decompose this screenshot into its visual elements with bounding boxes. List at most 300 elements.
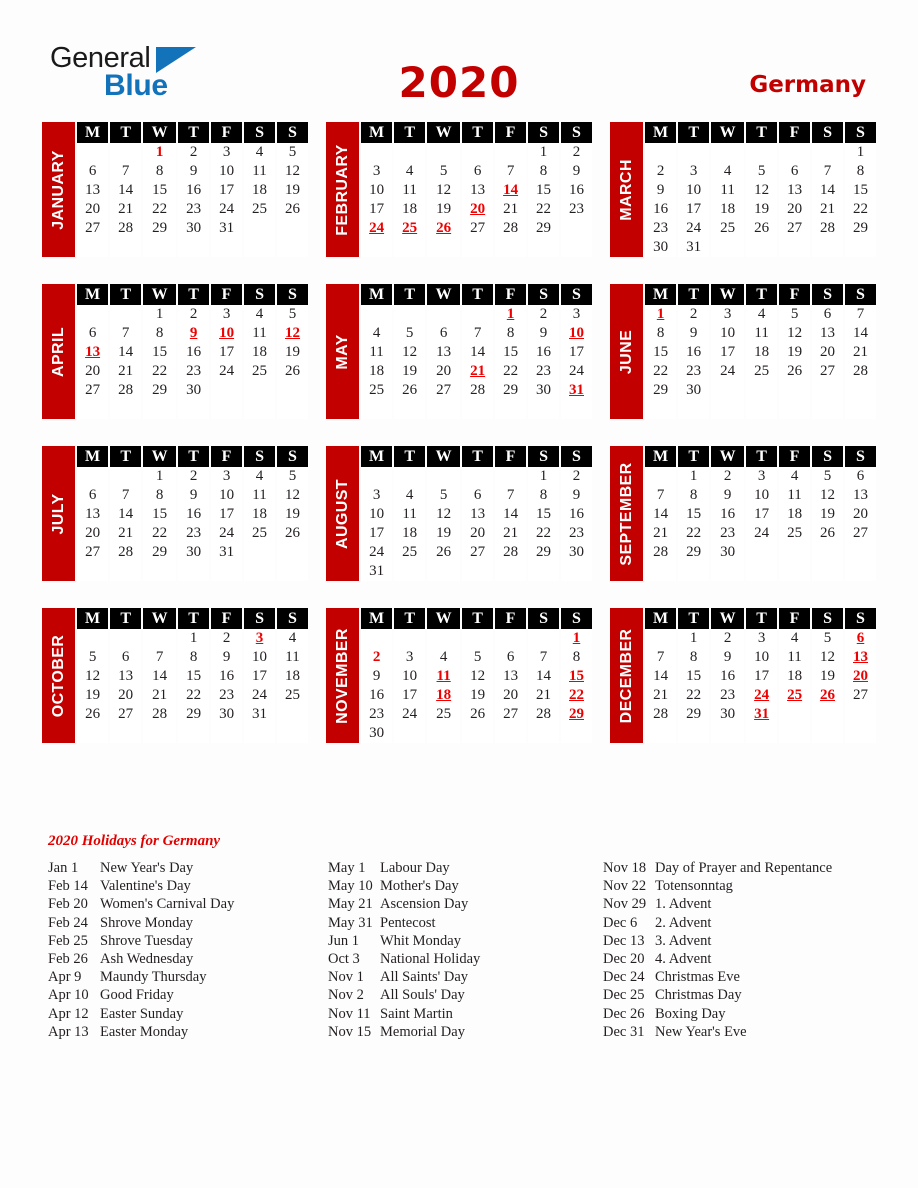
day-cell-november-18[interactable]: 18 xyxy=(427,686,460,705)
day-cell-october-31[interactable]: 31 xyxy=(244,705,275,724)
day-cell-march-23[interactable]: 23 xyxy=(645,219,676,238)
day-cell-august-29[interactable]: 29 xyxy=(528,543,559,562)
day-cell-june-18[interactable]: 18 xyxy=(746,343,777,362)
day-cell-january-1[interactable]: 1 xyxy=(143,143,176,162)
day-cell-january-11[interactable]: 11 xyxy=(244,162,275,181)
day-cell-december-6[interactable]: 6 xyxy=(845,629,876,648)
day-cell-october-22[interactable]: 22 xyxy=(178,686,209,705)
day-cell-october-14[interactable]: 14 xyxy=(143,667,176,686)
day-cell-december-25[interactable]: 25 xyxy=(779,686,810,705)
day-cell-august-23[interactable]: 23 xyxy=(561,524,592,543)
day-cell-august-15[interactable]: 15 xyxy=(528,505,559,524)
day-cell-august-25[interactable]: 25 xyxy=(394,543,425,562)
day-cell-march-28[interactable]: 28 xyxy=(812,219,843,238)
day-cell-may-17[interactable]: 17 xyxy=(561,343,592,362)
day-cell-march-13[interactable]: 13 xyxy=(779,181,810,200)
day-cell-july-19[interactable]: 19 xyxy=(277,505,308,524)
day-cell-april-7[interactable]: 7 xyxy=(110,324,141,343)
day-cell-june-28[interactable]: 28 xyxy=(845,362,876,381)
day-cell-february-20[interactable]: 20 xyxy=(462,200,493,219)
day-cell-may-20[interactable]: 20 xyxy=(427,362,460,381)
day-cell-june-2[interactable]: 2 xyxy=(678,305,709,324)
day-cell-february-27[interactable]: 27 xyxy=(462,219,493,238)
day-cell-february-25[interactable]: 25 xyxy=(394,219,425,238)
day-cell-february-22[interactable]: 22 xyxy=(528,200,559,219)
day-cell-december-1[interactable]: 1 xyxy=(678,629,709,648)
day-cell-november-27[interactable]: 27 xyxy=(495,705,526,724)
day-cell-february-16[interactable]: 16 xyxy=(561,181,592,200)
day-cell-june-15[interactable]: 15 xyxy=(645,343,676,362)
day-cell-february-28[interactable]: 28 xyxy=(495,219,526,238)
day-cell-august-27[interactable]: 27 xyxy=(462,543,493,562)
day-cell-april-5[interactable]: 5 xyxy=(277,305,308,324)
day-cell-march-11[interactable]: 11 xyxy=(711,181,744,200)
day-cell-november-23[interactable]: 23 xyxy=(361,705,392,724)
day-cell-august-14[interactable]: 14 xyxy=(495,505,526,524)
day-cell-august-18[interactable]: 18 xyxy=(394,524,425,543)
day-cell-november-21[interactable]: 21 xyxy=(528,686,559,705)
day-cell-september-10[interactable]: 10 xyxy=(746,486,777,505)
day-cell-october-26[interactable]: 26 xyxy=(77,705,108,724)
day-cell-march-15[interactable]: 15 xyxy=(845,181,876,200)
day-cell-june-27[interactable]: 27 xyxy=(812,362,843,381)
day-cell-march-24[interactable]: 24 xyxy=(678,219,709,238)
day-cell-june-12[interactable]: 12 xyxy=(779,324,810,343)
day-cell-may-16[interactable]: 16 xyxy=(528,343,559,362)
day-cell-february-3[interactable]: 3 xyxy=(361,162,392,181)
day-cell-september-2[interactable]: 2 xyxy=(711,467,744,486)
day-cell-january-9[interactable]: 9 xyxy=(178,162,209,181)
day-cell-august-28[interactable]: 28 xyxy=(495,543,526,562)
day-cell-april-10[interactable]: 10 xyxy=(211,324,242,343)
day-cell-november-6[interactable]: 6 xyxy=(495,648,526,667)
day-cell-april-20[interactable]: 20 xyxy=(77,362,108,381)
day-cell-november-29[interactable]: 29 xyxy=(561,705,592,724)
day-cell-march-27[interactable]: 27 xyxy=(779,219,810,238)
day-cell-november-14[interactable]: 14 xyxy=(528,667,559,686)
day-cell-february-21[interactable]: 21 xyxy=(495,200,526,219)
day-cell-october-17[interactable]: 17 xyxy=(244,667,275,686)
day-cell-march-3[interactable]: 3 xyxy=(678,162,709,181)
day-cell-july-14[interactable]: 14 xyxy=(110,505,141,524)
day-cell-october-1[interactable]: 1 xyxy=(178,629,209,648)
day-cell-february-6[interactable]: 6 xyxy=(462,162,493,181)
day-cell-august-21[interactable]: 21 xyxy=(495,524,526,543)
day-cell-may-18[interactable]: 18 xyxy=(361,362,392,381)
day-cell-september-5[interactable]: 5 xyxy=(812,467,843,486)
day-cell-may-12[interactable]: 12 xyxy=(394,343,425,362)
day-cell-january-22[interactable]: 22 xyxy=(143,200,176,219)
day-cell-may-15[interactable]: 15 xyxy=(495,343,526,362)
day-cell-september-22[interactable]: 22 xyxy=(678,524,709,543)
day-cell-january-24[interactable]: 24 xyxy=(211,200,242,219)
day-cell-may-22[interactable]: 22 xyxy=(495,362,526,381)
day-cell-january-31[interactable]: 31 xyxy=(211,219,242,238)
day-cell-april-13[interactable]: 13 xyxy=(77,343,108,362)
day-cell-february-7[interactable]: 7 xyxy=(495,162,526,181)
day-cell-july-7[interactable]: 7 xyxy=(110,486,141,505)
day-cell-december-7[interactable]: 7 xyxy=(645,648,676,667)
day-cell-march-30[interactable]: 30 xyxy=(645,238,676,257)
day-cell-march-10[interactable]: 10 xyxy=(678,181,709,200)
day-cell-april-14[interactable]: 14 xyxy=(110,343,141,362)
day-cell-october-19[interactable]: 19 xyxy=(77,686,108,705)
day-cell-june-3[interactable]: 3 xyxy=(711,305,744,324)
day-cell-september-26[interactable]: 26 xyxy=(812,524,843,543)
day-cell-july-16[interactable]: 16 xyxy=(178,505,209,524)
day-cell-april-1[interactable]: 1 xyxy=(143,305,176,324)
day-cell-november-25[interactable]: 25 xyxy=(427,705,460,724)
day-cell-august-19[interactable]: 19 xyxy=(427,524,460,543)
day-cell-august-2[interactable]: 2 xyxy=(561,467,592,486)
day-cell-october-3[interactable]: 3 xyxy=(244,629,275,648)
day-cell-november-2[interactable]: 2 xyxy=(361,648,392,667)
day-cell-april-24[interactable]: 24 xyxy=(211,362,242,381)
day-cell-may-11[interactable]: 11 xyxy=(361,343,392,362)
day-cell-april-21[interactable]: 21 xyxy=(110,362,141,381)
day-cell-january-18[interactable]: 18 xyxy=(244,181,275,200)
day-cell-april-2[interactable]: 2 xyxy=(178,305,209,324)
day-cell-august-3[interactable]: 3 xyxy=(361,486,392,505)
day-cell-april-11[interactable]: 11 xyxy=(244,324,275,343)
day-cell-march-4[interactable]: 4 xyxy=(711,162,744,181)
day-cell-september-15[interactable]: 15 xyxy=(678,505,709,524)
day-cell-march-12[interactable]: 12 xyxy=(746,181,777,200)
day-cell-april-23[interactable]: 23 xyxy=(178,362,209,381)
day-cell-april-27[interactable]: 27 xyxy=(77,381,108,400)
day-cell-january-6[interactable]: 6 xyxy=(77,162,108,181)
day-cell-september-13[interactable]: 13 xyxy=(845,486,876,505)
day-cell-march-14[interactable]: 14 xyxy=(812,181,843,200)
day-cell-november-22[interactable]: 22 xyxy=(561,686,592,705)
day-cell-february-26[interactable]: 26 xyxy=(427,219,460,238)
day-cell-january-2[interactable]: 2 xyxy=(178,143,209,162)
day-cell-june-26[interactable]: 26 xyxy=(779,362,810,381)
day-cell-february-24[interactable]: 24 xyxy=(361,219,392,238)
day-cell-february-19[interactable]: 19 xyxy=(427,200,460,219)
day-cell-march-6[interactable]: 6 xyxy=(779,162,810,181)
day-cell-october-27[interactable]: 27 xyxy=(110,705,141,724)
day-cell-september-9[interactable]: 9 xyxy=(711,486,744,505)
day-cell-december-29[interactable]: 29 xyxy=(678,705,709,724)
day-cell-july-1[interactable]: 1 xyxy=(143,467,176,486)
day-cell-february-29[interactable]: 29 xyxy=(528,219,559,238)
day-cell-january-8[interactable]: 8 xyxy=(143,162,176,181)
day-cell-june-5[interactable]: 5 xyxy=(779,305,810,324)
day-cell-september-3[interactable]: 3 xyxy=(746,467,777,486)
day-cell-august-16[interactable]: 16 xyxy=(561,505,592,524)
day-cell-june-21[interactable]: 21 xyxy=(845,343,876,362)
day-cell-may-25[interactable]: 25 xyxy=(361,381,392,400)
day-cell-october-4[interactable]: 4 xyxy=(277,629,308,648)
day-cell-may-5[interactable]: 5 xyxy=(394,324,425,343)
day-cell-august-24[interactable]: 24 xyxy=(361,543,392,562)
day-cell-july-17[interactable]: 17 xyxy=(211,505,242,524)
day-cell-may-29[interactable]: 29 xyxy=(495,381,526,400)
day-cell-may-24[interactable]: 24 xyxy=(561,362,592,381)
day-cell-september-24[interactable]: 24 xyxy=(746,524,777,543)
day-cell-august-9[interactable]: 9 xyxy=(561,486,592,505)
day-cell-april-30[interactable]: 30 xyxy=(178,381,209,400)
day-cell-july-12[interactable]: 12 xyxy=(277,486,308,505)
day-cell-september-23[interactable]: 23 xyxy=(711,524,744,543)
day-cell-june-6[interactable]: 6 xyxy=(812,305,843,324)
day-cell-march-25[interactable]: 25 xyxy=(711,219,744,238)
day-cell-february-5[interactable]: 5 xyxy=(427,162,460,181)
day-cell-december-14[interactable]: 14 xyxy=(645,667,676,686)
day-cell-january-19[interactable]: 19 xyxy=(277,181,308,200)
day-cell-november-20[interactable]: 20 xyxy=(495,686,526,705)
day-cell-august-6[interactable]: 6 xyxy=(462,486,493,505)
day-cell-march-19[interactable]: 19 xyxy=(746,200,777,219)
day-cell-september-4[interactable]: 4 xyxy=(779,467,810,486)
day-cell-march-29[interactable]: 29 xyxy=(845,219,876,238)
day-cell-october-30[interactable]: 30 xyxy=(211,705,242,724)
day-cell-june-29[interactable]: 29 xyxy=(645,381,676,400)
day-cell-january-28[interactable]: 28 xyxy=(110,219,141,238)
day-cell-december-9[interactable]: 9 xyxy=(711,648,744,667)
day-cell-february-13[interactable]: 13 xyxy=(462,181,493,200)
day-cell-april-12[interactable]: 12 xyxy=(277,324,308,343)
day-cell-november-4[interactable]: 4 xyxy=(427,648,460,667)
day-cell-september-25[interactable]: 25 xyxy=(779,524,810,543)
day-cell-may-31[interactable]: 31 xyxy=(561,381,592,400)
day-cell-january-25[interactable]: 25 xyxy=(244,200,275,219)
day-cell-june-14[interactable]: 14 xyxy=(845,324,876,343)
day-cell-january-15[interactable]: 15 xyxy=(143,181,176,200)
day-cell-july-21[interactable]: 21 xyxy=(110,524,141,543)
day-cell-october-7[interactable]: 7 xyxy=(143,648,176,667)
day-cell-february-4[interactable]: 4 xyxy=(394,162,425,181)
day-cell-may-1[interactable]: 1 xyxy=(495,305,526,324)
day-cell-january-14[interactable]: 14 xyxy=(110,181,141,200)
day-cell-january-5[interactable]: 5 xyxy=(277,143,308,162)
day-cell-march-31[interactable]: 31 xyxy=(678,238,709,257)
day-cell-march-22[interactable]: 22 xyxy=(845,200,876,219)
day-cell-july-23[interactable]: 23 xyxy=(178,524,209,543)
day-cell-november-7[interactable]: 7 xyxy=(528,648,559,667)
day-cell-april-26[interactable]: 26 xyxy=(277,362,308,381)
day-cell-august-20[interactable]: 20 xyxy=(462,524,493,543)
day-cell-july-9[interactable]: 9 xyxy=(178,486,209,505)
day-cell-january-29[interactable]: 29 xyxy=(143,219,176,238)
day-cell-december-28[interactable]: 28 xyxy=(645,705,676,724)
day-cell-october-28[interactable]: 28 xyxy=(143,705,176,724)
day-cell-april-22[interactable]: 22 xyxy=(143,362,176,381)
day-cell-may-4[interactable]: 4 xyxy=(361,324,392,343)
day-cell-june-16[interactable]: 16 xyxy=(678,343,709,362)
day-cell-december-18[interactable]: 18 xyxy=(779,667,810,686)
day-cell-may-27[interactable]: 27 xyxy=(427,381,460,400)
day-cell-october-20[interactable]: 20 xyxy=(110,686,141,705)
day-cell-november-28[interactable]: 28 xyxy=(528,705,559,724)
day-cell-december-13[interactable]: 13 xyxy=(845,648,876,667)
day-cell-november-19[interactable]: 19 xyxy=(462,686,493,705)
day-cell-january-4[interactable]: 4 xyxy=(244,143,275,162)
day-cell-december-22[interactable]: 22 xyxy=(678,686,709,705)
day-cell-july-6[interactable]: 6 xyxy=(77,486,108,505)
day-cell-june-13[interactable]: 13 xyxy=(812,324,843,343)
day-cell-june-20[interactable]: 20 xyxy=(812,343,843,362)
day-cell-august-1[interactable]: 1 xyxy=(528,467,559,486)
day-cell-november-16[interactable]: 16 xyxy=(361,686,392,705)
day-cell-march-17[interactable]: 17 xyxy=(678,200,709,219)
day-cell-february-18[interactable]: 18 xyxy=(394,200,425,219)
day-cell-november-30[interactable]: 30 xyxy=(361,724,392,743)
day-cell-august-7[interactable]: 7 xyxy=(495,486,526,505)
day-cell-february-9[interactable]: 9 xyxy=(561,162,592,181)
day-cell-november-17[interactable]: 17 xyxy=(394,686,425,705)
day-cell-december-19[interactable]: 19 xyxy=(812,667,843,686)
day-cell-august-8[interactable]: 8 xyxy=(528,486,559,505)
day-cell-february-8[interactable]: 8 xyxy=(528,162,559,181)
day-cell-january-16[interactable]: 16 xyxy=(178,181,209,200)
day-cell-march-18[interactable]: 18 xyxy=(711,200,744,219)
day-cell-august-17[interactable]: 17 xyxy=(361,524,392,543)
day-cell-august-5[interactable]: 5 xyxy=(427,486,460,505)
day-cell-june-8[interactable]: 8 xyxy=(645,324,676,343)
day-cell-september-17[interactable]: 17 xyxy=(746,505,777,524)
day-cell-november-8[interactable]: 8 xyxy=(561,648,592,667)
day-cell-february-1[interactable]: 1 xyxy=(528,143,559,162)
day-cell-may-21[interactable]: 21 xyxy=(462,362,493,381)
day-cell-april-9[interactable]: 9 xyxy=(178,324,209,343)
day-cell-october-13[interactable]: 13 xyxy=(110,667,141,686)
day-cell-september-29[interactable]: 29 xyxy=(678,543,709,562)
day-cell-june-10[interactable]: 10 xyxy=(711,324,744,343)
day-cell-november-15[interactable]: 15 xyxy=(561,667,592,686)
day-cell-august-30[interactable]: 30 xyxy=(561,543,592,562)
day-cell-june-24[interactable]: 24 xyxy=(711,362,744,381)
day-cell-september-27[interactable]: 27 xyxy=(845,524,876,543)
day-cell-november-3[interactable]: 3 xyxy=(394,648,425,667)
day-cell-october-6[interactable]: 6 xyxy=(110,648,141,667)
day-cell-july-22[interactable]: 22 xyxy=(143,524,176,543)
day-cell-may-10[interactable]: 10 xyxy=(561,324,592,343)
day-cell-august-11[interactable]: 11 xyxy=(394,505,425,524)
day-cell-february-23[interactable]: 23 xyxy=(561,200,592,219)
day-cell-november-24[interactable]: 24 xyxy=(394,705,425,724)
day-cell-january-26[interactable]: 26 xyxy=(277,200,308,219)
day-cell-july-20[interactable]: 20 xyxy=(77,524,108,543)
day-cell-july-4[interactable]: 4 xyxy=(244,467,275,486)
day-cell-september-7[interactable]: 7 xyxy=(645,486,676,505)
day-cell-march-20[interactable]: 20 xyxy=(779,200,810,219)
day-cell-march-8[interactable]: 8 xyxy=(845,162,876,181)
day-cell-january-17[interactable]: 17 xyxy=(211,181,242,200)
day-cell-august-22[interactable]: 22 xyxy=(528,524,559,543)
day-cell-may-19[interactable]: 19 xyxy=(394,362,425,381)
day-cell-january-7[interactable]: 7 xyxy=(110,162,141,181)
day-cell-november-9[interactable]: 9 xyxy=(361,667,392,686)
day-cell-july-27[interactable]: 27 xyxy=(77,543,108,562)
day-cell-february-11[interactable]: 11 xyxy=(394,181,425,200)
day-cell-august-10[interactable]: 10 xyxy=(361,505,392,524)
day-cell-april-15[interactable]: 15 xyxy=(143,343,176,362)
day-cell-july-28[interactable]: 28 xyxy=(110,543,141,562)
day-cell-december-16[interactable]: 16 xyxy=(711,667,744,686)
day-cell-april-17[interactable]: 17 xyxy=(211,343,242,362)
day-cell-december-27[interactable]: 27 xyxy=(845,686,876,705)
day-cell-october-21[interactable]: 21 xyxy=(143,686,176,705)
day-cell-november-13[interactable]: 13 xyxy=(495,667,526,686)
day-cell-september-19[interactable]: 19 xyxy=(812,505,843,524)
day-cell-december-3[interactable]: 3 xyxy=(746,629,777,648)
day-cell-october-10[interactable]: 10 xyxy=(244,648,275,667)
day-cell-september-1[interactable]: 1 xyxy=(678,467,709,486)
day-cell-july-13[interactable]: 13 xyxy=(77,505,108,524)
day-cell-december-11[interactable]: 11 xyxy=(779,648,810,667)
day-cell-august-26[interactable]: 26 xyxy=(427,543,460,562)
day-cell-july-26[interactable]: 26 xyxy=(277,524,308,543)
day-cell-june-7[interactable]: 7 xyxy=(845,305,876,324)
day-cell-march-9[interactable]: 9 xyxy=(645,181,676,200)
day-cell-may-7[interactable]: 7 xyxy=(462,324,493,343)
day-cell-april-6[interactable]: 6 xyxy=(77,324,108,343)
day-cell-july-24[interactable]: 24 xyxy=(211,524,242,543)
day-cell-september-30[interactable]: 30 xyxy=(711,543,744,562)
day-cell-february-14[interactable]: 14 xyxy=(495,181,526,200)
day-cell-june-17[interactable]: 17 xyxy=(711,343,744,362)
day-cell-october-23[interactable]: 23 xyxy=(211,686,242,705)
day-cell-october-25[interactable]: 25 xyxy=(277,686,308,705)
day-cell-april-16[interactable]: 16 xyxy=(178,343,209,362)
day-cell-june-30[interactable]: 30 xyxy=(678,381,709,400)
day-cell-february-17[interactable]: 17 xyxy=(361,200,392,219)
day-cell-january-10[interactable]: 10 xyxy=(211,162,242,181)
day-cell-september-14[interactable]: 14 xyxy=(645,505,676,524)
day-cell-december-2[interactable]: 2 xyxy=(711,629,744,648)
day-cell-july-18[interactable]: 18 xyxy=(244,505,275,524)
day-cell-september-12[interactable]: 12 xyxy=(812,486,843,505)
day-cell-june-23[interactable]: 23 xyxy=(678,362,709,381)
day-cell-march-1[interactable]: 1 xyxy=(845,143,876,162)
day-cell-april-3[interactable]: 3 xyxy=(211,305,242,324)
day-cell-march-2[interactable]: 2 xyxy=(645,162,676,181)
day-cell-january-21[interactable]: 21 xyxy=(110,200,141,219)
day-cell-july-2[interactable]: 2 xyxy=(178,467,209,486)
day-cell-october-24[interactable]: 24 xyxy=(244,686,275,705)
day-cell-january-27[interactable]: 27 xyxy=(77,219,108,238)
day-cell-march-16[interactable]: 16 xyxy=(645,200,676,219)
day-cell-january-30[interactable]: 30 xyxy=(178,219,209,238)
day-cell-december-5[interactable]: 5 xyxy=(812,629,843,648)
day-cell-may-30[interactable]: 30 xyxy=(528,381,559,400)
day-cell-december-26[interactable]: 26 xyxy=(812,686,843,705)
day-cell-july-29[interactable]: 29 xyxy=(143,543,176,562)
day-cell-october-15[interactable]: 15 xyxy=(178,667,209,686)
day-cell-april-25[interactable]: 25 xyxy=(244,362,275,381)
day-cell-september-20[interactable]: 20 xyxy=(845,505,876,524)
day-cell-march-5[interactable]: 5 xyxy=(746,162,777,181)
day-cell-march-21[interactable]: 21 xyxy=(812,200,843,219)
day-cell-january-12[interactable]: 12 xyxy=(277,162,308,181)
day-cell-may-14[interactable]: 14 xyxy=(462,343,493,362)
day-cell-september-21[interactable]: 21 xyxy=(645,524,676,543)
day-cell-january-13[interactable]: 13 xyxy=(77,181,108,200)
day-cell-june-4[interactable]: 4 xyxy=(746,305,777,324)
day-cell-july-25[interactable]: 25 xyxy=(244,524,275,543)
day-cell-january-23[interactable]: 23 xyxy=(178,200,209,219)
day-cell-december-30[interactable]: 30 xyxy=(711,705,744,724)
day-cell-june-22[interactable]: 22 xyxy=(645,362,676,381)
day-cell-september-8[interactable]: 8 xyxy=(678,486,709,505)
day-cell-august-12[interactable]: 12 xyxy=(427,505,460,524)
day-cell-august-4[interactable]: 4 xyxy=(394,486,425,505)
day-cell-may-6[interactable]: 6 xyxy=(427,324,460,343)
day-cell-june-9[interactable]: 9 xyxy=(678,324,709,343)
day-cell-october-29[interactable]: 29 xyxy=(178,705,209,724)
